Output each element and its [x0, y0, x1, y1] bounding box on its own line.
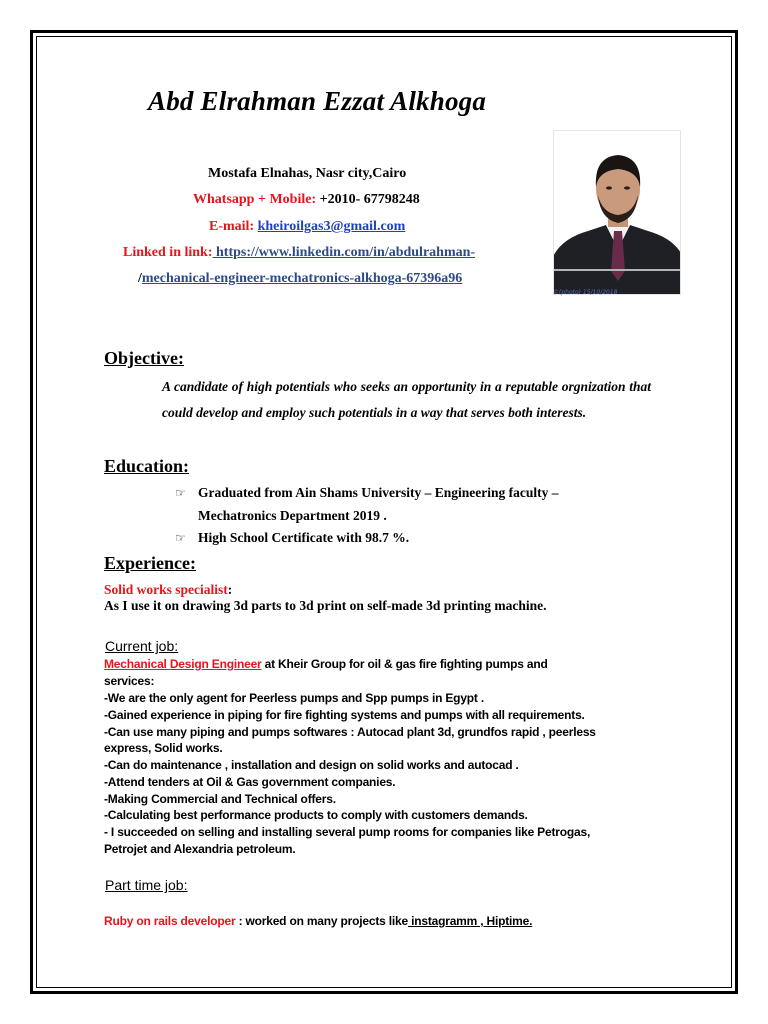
part-time-role: Ruby on rails developer	[104, 914, 236, 928]
phone-value: +2010- 67798248	[316, 192, 420, 207]
linkedin-link-part1[interactable]: https://www.linkedin.com/in/abdulrahman-	[212, 245, 476, 260]
education-item-1	[175, 485, 197, 501]
experience-heading: Experience:	[104, 553, 196, 573]
phone-line	[193, 192, 420, 208]
pointing-hand-icon: ☞	[175, 486, 186, 500]
current-job-company: at Kheir Group for oil & gas fire fighting pumps and	[261, 657, 548, 671]
linkedin-slash: /	[138, 271, 142, 286]
photo-caption: ©(photo) 15/10/2018	[553, 289, 618, 296]
objective-heading: Objective:	[104, 348, 184, 368]
current-job-line: services:	[104, 674, 155, 688]
current-job-line: -Can use many piping and pumps softwares : Autocad plant 3d, grundfos rapid , peerless	[104, 725, 596, 739]
current-job-line: -Can do maintenance , installation and design on solid works and autocad .	[104, 758, 519, 772]
education-item-1-line-1: Graduated from Ain Shams University – Engineering faculty –	[198, 485, 559, 500]
address: Mostafa Elnahas, Nasr city,Cairo	[208, 166, 407, 181]
current-job-line: express, Solid works.	[104, 741, 223, 755]
pointing-hand-icon: ☞	[175, 531, 186, 545]
phone-label: Whatsapp + Mobile:	[193, 192, 317, 207]
email-label: E-mail:	[209, 219, 255, 234]
linkedin-label: Linked in link:	[123, 245, 213, 260]
linkedin-link-part2[interactable]: mechanical-engineer-mechatronics-alkhoga-67396a96	[141, 271, 463, 286]
current-job-line: - I succeeded on selling and installing several pump rooms for companies like Petrogas,	[104, 825, 591, 839]
linkedin-line	[123, 245, 475, 261]
part-time-job-line	[104, 914, 532, 928]
part-time-text: : worked on many projects like	[235, 914, 408, 928]
experience-role-line	[104, 582, 232, 598]
experience-role-desc: As I use it on drawing 3d parts to 3d print on self-made 3d printing machine.	[104, 598, 547, 613]
education-item-2	[175, 530, 197, 546]
education-item-1-line-2: Mechatronics Department 2019 .	[198, 508, 387, 523]
experience-role: Solid works specialist	[104, 582, 228, 597]
current-job-line: -Attend tenders at Oil & Gas government companies.	[104, 775, 396, 789]
current-job-title-line	[104, 657, 548, 671]
current-job-line: -Making Commercial and Technical offers.	[104, 792, 336, 806]
candidate-name: Abd Elrahman Ezzat Alkhoga	[148, 86, 487, 116]
current-job-line: -Gained experience in piping for fire fighting systems and pumps with all requirements.	[104, 708, 585, 722]
current-job-line: Petrojet and Alexandria petroleum.	[104, 842, 296, 856]
email-line	[209, 219, 405, 235]
objective-text: A candidate of high potentials who seeks an opportunity in a reputable orgnization that could develop and employ such potentials in a way that serves both interests.	[162, 379, 651, 420]
education-item-2-text: High School Certificate with 98.7 %.	[198, 530, 410, 545]
education-heading: Education:	[104, 456, 190, 476]
profile-photo	[553, 130, 681, 295]
part-time-projects: instagramm , Hiptime.	[407, 914, 533, 928]
current-job-line: -We are the only agent for Peerless pumps and Spp pumps in Egypt .	[104, 691, 484, 705]
email-link[interactable]: kheiroilgas3@gmail.com	[257, 219, 406, 234]
experience-role-colon: :	[227, 582, 233, 597]
part-time-job-heading: Part time job:	[105, 877, 188, 893]
current-job-line: -Calculating best performance products to comply with customers demands.	[104, 808, 528, 822]
current-job-role: Mechanical Design Engineer	[104, 657, 262, 671]
linkedin-line-2	[138, 271, 462, 287]
current-job-heading: Current job:	[105, 638, 179, 654]
